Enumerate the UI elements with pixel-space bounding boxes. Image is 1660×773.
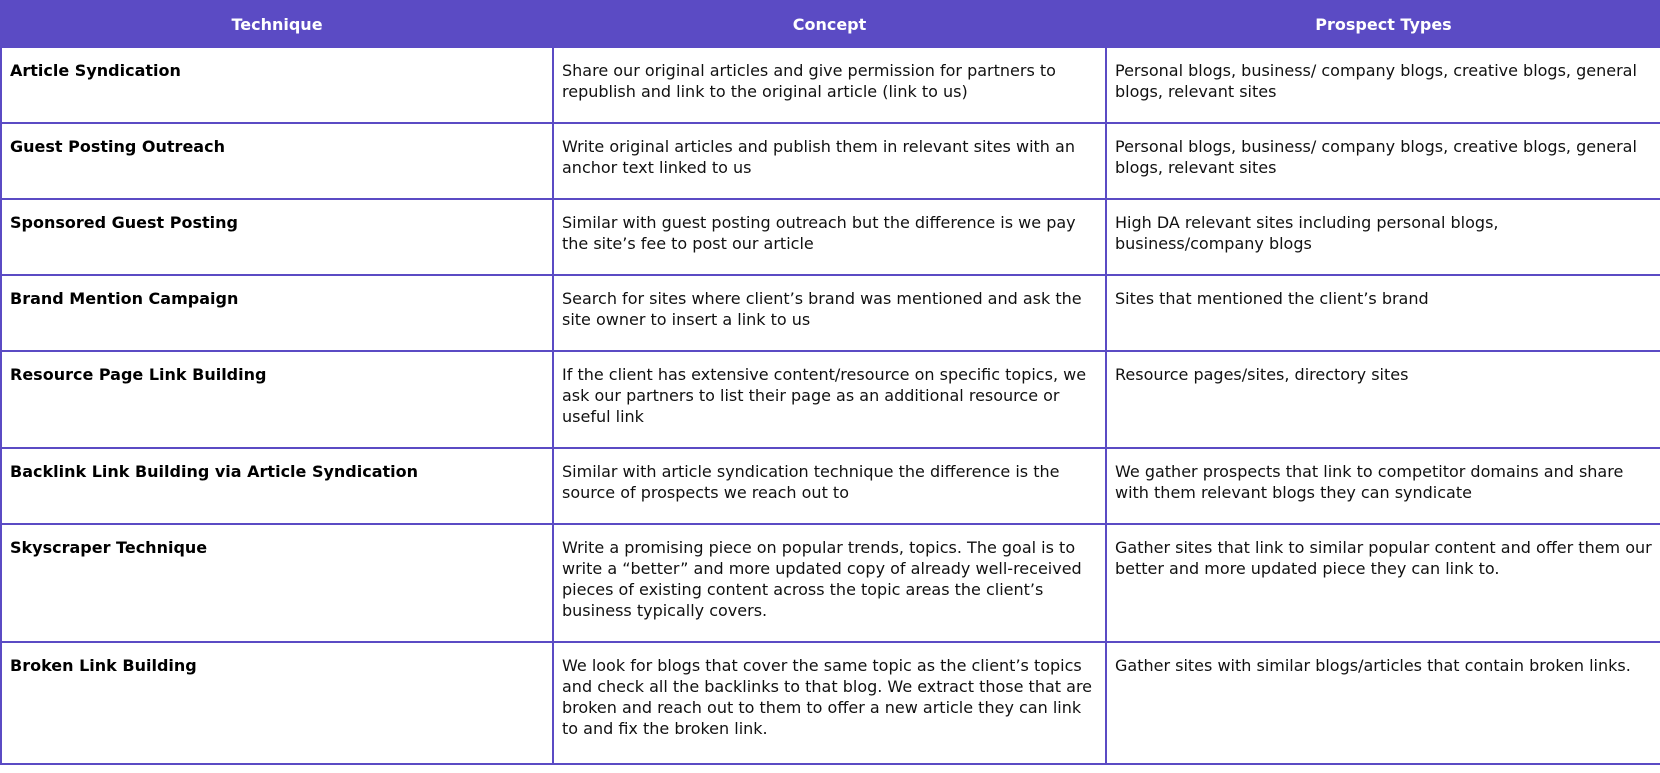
prospects-cell: Gather sites that link to similar popular content and offer them our better and more updated piece they can link to. (1106, 524, 1660, 642)
prospects-cell: Personal blogs, business/ company blogs, creative blogs, general blogs, relevant sites (1106, 123, 1660, 199)
table-row (1, 275, 1660, 351)
header-concept: Concept (553, 1, 1106, 47)
table-row (1, 448, 1660, 524)
concept-cell: Similar with article syndication technique the difference is the source of prospects we reach out to (553, 448, 1106, 524)
header-prospect-types: Prospect Types (1106, 1, 1660, 47)
technique-cell: Sponsored Guest Posting (1, 199, 553, 275)
table-row (1, 199, 1660, 275)
concept-cell: Search for sites where client’s brand was mentioned and ask the site owner to insert a link to us (553, 275, 1106, 351)
technique-cell: Broken Link Building (1, 642, 553, 764)
table-header (1, 1, 1660, 47)
technique-cell: Article Syndication (1, 47, 553, 123)
technique-cell: Brand Mention Campaign (1, 275, 553, 351)
prospects-cell: We gather prospects that link to competitor domains and share with them relevant blogs they can syndicate (1106, 448, 1660, 524)
concept-cell: Write a promising piece on popular trends, topics. The goal is to write a “better” and more updated copy of already well-received pieces of existing content across the topic areas the client’s business typically covers. (553, 524, 1106, 642)
technique-cell: Skyscraper Technique (1, 524, 553, 642)
concept-cell: Share our original articles and give permission for partners to republish and link to the original article (link to us) (553, 47, 1106, 123)
prospects-cell: Sites that mentioned the client’s brand (1106, 275, 1660, 351)
concept-cell: Write original articles and publish them in relevant sites with an anchor text linked to us (553, 123, 1106, 199)
concept-cell: We look for blogs that cover the same topic as the client’s topics and check all the backlinks to that blog. We extract those that are broken and reach out to them to offer a new article they can link to and fix the broken link. (553, 642, 1106, 764)
prospects-cell: High DA relevant sites including personal blogs, business/company blogs (1106, 199, 1660, 275)
table-row (1, 642, 1660, 764)
technique-cell: Backlink Link Building via Article Syndication (1, 448, 553, 524)
table-row (1, 351, 1660, 448)
technique-cell: Guest Posting Outreach (1, 123, 553, 199)
table-body (1, 47, 1660, 764)
header-row (1, 1, 1660, 47)
concept-cell: Similar with guest posting outreach but the difference is we pay the site’s fee to post our article (553, 199, 1106, 275)
technique-cell: Resource Page Link Building (1, 351, 553, 448)
table-row (1, 123, 1660, 199)
concept-cell: If the client has extensive content/resource on specific topics, we ask our partners to list their page as an additional resource or useful link (553, 351, 1106, 448)
prospects-cell: Personal blogs, business/ company blogs, creative blogs, general blogs, relevant sites (1106, 47, 1660, 123)
prospects-cell: Gather sites with similar blogs/articles that contain broken links. (1106, 642, 1660, 764)
table-row (1, 524, 1660, 642)
header-technique: Technique (1, 1, 553, 47)
prospects-cell: Resource pages/sites, directory sites (1106, 351, 1660, 448)
table-row (1, 47, 1660, 123)
